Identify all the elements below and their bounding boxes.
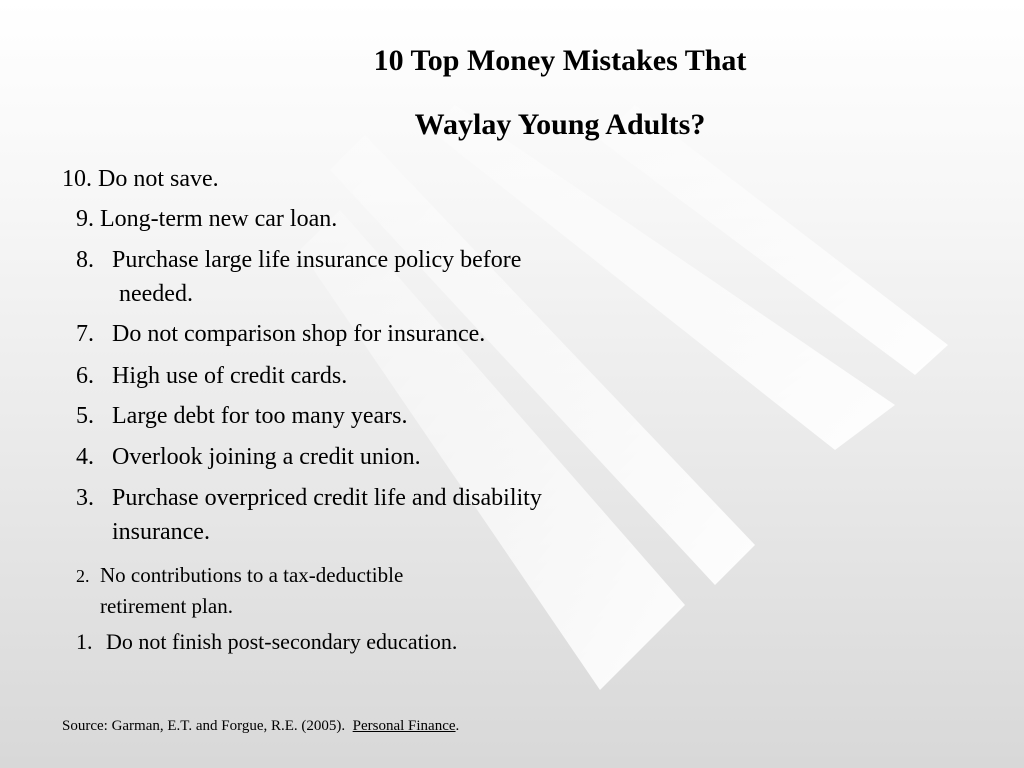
list-item-5: 5. Large debt for too many years. xyxy=(76,403,408,429)
slide-title-line-2: Waylay Young Adults? xyxy=(414,108,706,141)
list-item-2: 2. No contributions to a tax-deductible retirement plan. xyxy=(76,563,404,618)
source-suffix: . xyxy=(455,718,460,734)
list-item-1: 1. Do not finish post-secondary education. xyxy=(76,629,458,654)
list-item-9: 9. Long-term new car loan. xyxy=(76,206,338,232)
list-item-8: 8. Purchase large life insurance policy before needed. xyxy=(76,247,522,307)
list-item-3: 3. Purchase overpriced credit life and disability insurance. xyxy=(76,485,542,545)
slide-title-line-1: 10 Top Money Mistakes That xyxy=(373,44,747,77)
source-citation xyxy=(62,716,459,736)
list-item-6: 6. High use of credit cards. xyxy=(76,363,348,389)
list-item-7: 7. Do not comparison shop for insurance. xyxy=(76,321,486,347)
source-prefix: Source: Garman, E.T. and Forgue, R.E. (2005). xyxy=(62,718,346,734)
list-item-10: 10. Do not save. xyxy=(62,166,219,192)
list-item-4: 4. Overlook joining a credit union. xyxy=(76,444,421,470)
source-book-title: Personal Finance xyxy=(352,718,456,734)
